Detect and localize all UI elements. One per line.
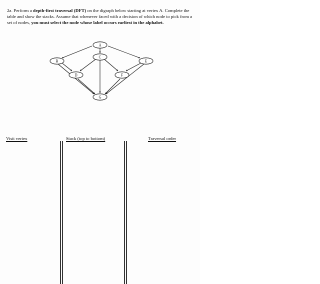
table-divider-1 [60, 141, 61, 284]
edge-F-G [105, 79, 120, 94]
question-text-rule: you must select the node whose label occurs earliest in the alphabet. [31, 19, 164, 25]
edge-E-F [126, 63, 141, 71]
edge-B-D [62, 63, 72, 71]
traversal-order-header: Traversal order [148, 136, 177, 141]
node-label-g: G [98, 95, 102, 100]
table-divider-4 [126, 141, 127, 284]
node-label-d: D [74, 73, 78, 78]
edge-C-F [104, 59, 118, 71]
edge-C-D [80, 59, 96, 71]
edge-D-G [78, 79, 95, 94]
edge-E-G [106, 64, 144, 94]
edge-A-E [108, 46, 140, 58]
node-label-b: B [55, 59, 59, 64]
visit-vertex-header: Visit vertex [6, 136, 28, 141]
node-label-c: C [98, 55, 102, 60]
table-divider-2 [62, 141, 63, 284]
graph-edges [55, 46, 144, 94]
table-divider-3 [124, 141, 125, 284]
stack-header: Stack (top to bottom) [66, 136, 106, 141]
edge-B-G [58, 64, 94, 94]
node-label-f: F [121, 73, 123, 78]
node-label-a: A [98, 43, 102, 48]
edge-A-B [62, 46, 92, 58]
question-text-part2: on the digraph below starting at vertex A. Complete the table and show the stacks. Assume that whenever faced with a decision of which node to pick from a set of nodes, [7, 8, 193, 25]
question-text-dft: depth-first traversal (DFT) [33, 8, 87, 13]
question-text-part1: 2a. Perform a [7, 8, 34, 13]
node-label-e: E [144, 59, 148, 64]
